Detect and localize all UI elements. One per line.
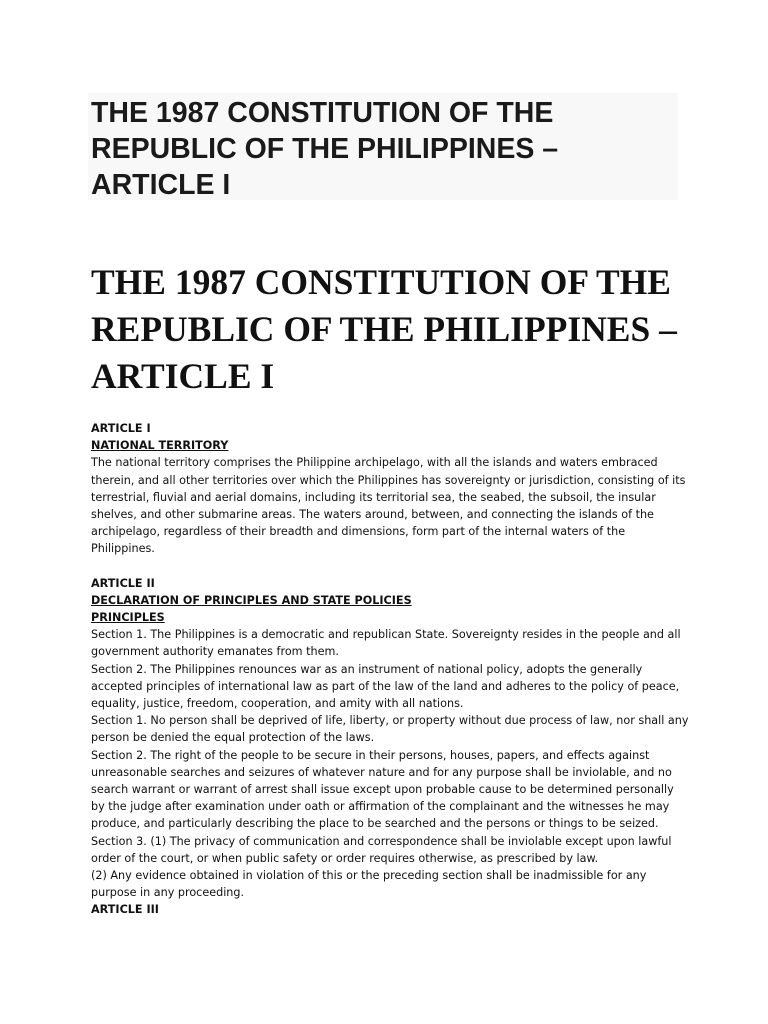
article-label: ARTICLE II [91,576,155,590]
article-text: The national territory comprises the Philippine archipelago, with all the islands and waters embraced therein, and all other territories over which the Philippines has sovereignty or jurisdiction, consisting of its terrestrial, fluvial and aerial domains, including its territorial sea, the seabed, the subsoil, the insular shelves, and other submarine areas. The waters around, between, and connecting the islands of the archipelago, regardless of their breadth and dimensions, form part of the internal waters of the Philippines. [91,456,686,556]
banner [88,93,678,200]
article-label: ARTICLE III [91,903,159,917]
document-body [91,420,691,919]
section-paragraph: Section 2. The right of the people to be secure in their persons, houses, papers, and effects against unreasonable searches and seizures of whatever nature and for any purpose shall be inviolable, and no search warrant or warrant of arrest shall issue except upon probable cause to be determined personally by the judge after examination under oath or affirmation of the complainant and the witnesses he may produce, and particularly describing the place to be searched and the persons or things to be seized. [91,748,674,831]
section-paragraph: Section 1. The Philippines is a democratic and republican State. Sovereignty resides in the people and all government authority emanates from them. [91,628,681,659]
article-label: ARTICLE I [91,422,151,435]
article-subheading: PRINCIPLES [91,611,165,625]
section-paragraph: Section 1. No person shall be deprived of life, liberty, or property without due process of law, nor shall any person be denied the equal protection of the laws. [91,714,689,745]
main-title: THE 1987 CONSTITUTION OF THE REPUBLIC OF THE PHILIPPINES – ARTICLE I [91,262,677,396]
section-paragraph: Section 2. The Philippines renounces war as an instrument of national policy, adopts the generally accepted principles of international law as part of the law of the land and adheres to the policy of peace, equality, justice, freedom, cooperation, and amity with all nations. [91,662,680,711]
section-paragraph: (2) Any evidence obtained in violation of this or the preceding section shall be inadmissible for any purpose in any proceeding. [91,869,647,900]
spacer [91,558,691,575]
article-heading: DECLARATION OF PRINCIPLES AND STATE POLICIES [91,593,412,607]
banner-title: THE 1987 CONSTITUTION OF THE REPUBLIC OF THE PHILIPPINES – ARTICLE I [91,97,559,201]
article-heading: NATIONAL TERRITORY [91,439,229,453]
section-paragraph: Section 3. (1) The privacy of communication and correspondence shall be inviolable except upon lawful order of the court, or when public safety or order requires otherwise, as prescribed by law. [91,834,672,865]
